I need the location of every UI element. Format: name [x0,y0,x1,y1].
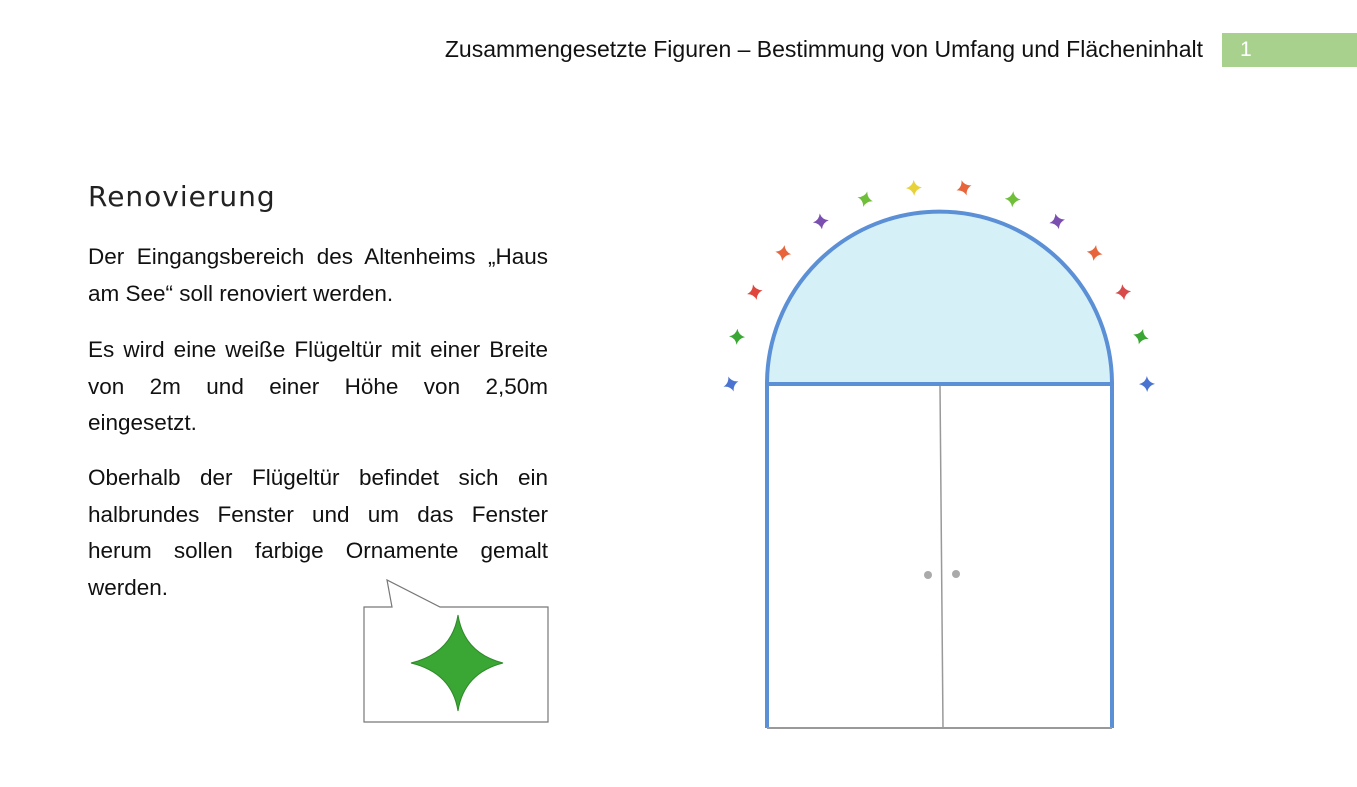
ornament-star-icon [1131,327,1151,347]
ornament-star-icon [1114,283,1132,301]
ornament-star-icon [1139,376,1155,392]
left-door-handle [924,571,932,579]
page-header-title: Zusammengesetzte Figuren – Bestimmung von Umfang und Flächeninhalt [444,36,1203,62]
ornament-star-icon [745,282,764,301]
ornament-star-icon [954,178,974,198]
paragraph-window-ornaments: Oberhalb der Flügeltür befindet sich ein halbrundes Fenster und um das Fenster herum sollen farbige Ornamente gemalt werden. [88,465,548,600]
right-door-handle [952,570,960,578]
ornament-star-icon [774,244,792,262]
ornament-star-icon [1085,244,1104,263]
ornament-star-icon [1004,191,1021,208]
ornament-star-icon [1048,212,1067,231]
door-center-split [940,386,943,728]
door-illustration [710,160,1160,745]
ornament-star-icon [855,189,875,209]
page-number-badge: 1 [1222,33,1357,67]
ornament-star-icon [906,180,923,197]
door-frame [767,384,1112,728]
ornament-star-icon [729,328,746,345]
section-heading: Renovierung [88,180,276,213]
ornament-callout [362,577,550,724]
ornament-star-icon [721,374,742,395]
semicircle-window [767,212,1112,384]
paragraph-door-dimensions: Es wird eine weiße Flügeltür mit einer Breite von 2m und einer Höhe von 2,50m eingesetzt. [88,337,548,435]
paragraph-intro: Der Eingangsbereich des Altenheims „Haus am See“ soll renoviert werden. [88,244,548,306]
ornament-star-icon [812,212,830,230]
